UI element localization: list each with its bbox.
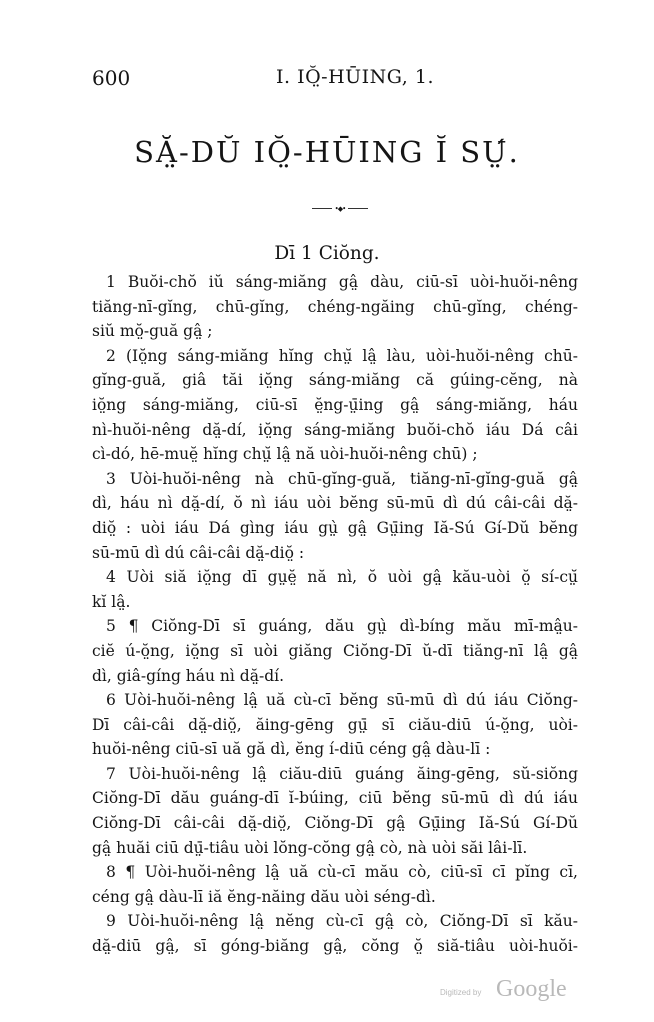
verse-line: gâ̤ huăi ciū dṳ̄-tiâu uòi lŏng-cŏng gâ̤ cò, nà uòi săi lâi-lī.: [92, 838, 528, 857]
ornament-rule-left: [312, 208, 332, 209]
verse-3: [92, 467, 578, 565]
verse-line: dă̤-diū gâ̤, sī góng-biăng gâ̤, cŏng ŏ̤ siă-tiâu uòi-huŏi-: [92, 937, 578, 956]
verse-line: 5 ¶ Ciŏng-Dī sī guáng, dău gṳ̀ dì-bíng mău mī-mâ̤u-: [106, 617, 578, 636]
verse-line: Dī câi-câi dă̤-diŏ̤, ăing-gēng gṳ̄ sī ciău-diū ú-ŏ̤ng, uòi-: [92, 715, 578, 734]
verse-line: tiăng-nī-gĭng, chū-gĭng, chéng-ngăing chū-gĭng, chéng-: [92, 297, 578, 316]
verse-line: céng gâ̤ dàu-lī iă ĕng-năing dău uòi séng-dì.: [92, 887, 436, 906]
verse-line: gĭng-guă, giâ tăi iŏ̤ng sáng-miăng că gúing-cĕng, nà: [92, 371, 578, 390]
ornament-dots-icon: •◆•: [334, 205, 346, 213]
verse-line: iŏ̤ng sáng-miăng, ciū-sī ĕ̤ng-ṳ̄ing gâ̤ sáng-miăng, háu: [92, 395, 578, 414]
running-title: I. IŎ̤-HŪING, 1.: [276, 66, 435, 88]
verse-line: cì-dó, hē-muĕ̤ hĭng chṳ̆ lâ̤ nă uòi-huŏi-nêng chū) ;: [92, 445, 478, 464]
verse-line: nì-huŏi-nêng dă̤-dí, iŏ̤ng sáng-miăng buŏi-chŏ iáu Dá câi: [92, 420, 578, 439]
verse-line: dì, giâ-gíng háu nì dă̤-dí.: [92, 666, 285, 685]
verse-line: 8 ¶ Uòi-huŏi-nêng lâ̤ uă cù-cī mău cò, ciū-sī cī pĭng cī,: [106, 863, 578, 882]
chapter-title: SĂ̤-DŬ IŎ̤-HŪING Ĭ SṲ́.: [134, 135, 520, 169]
verse-line: 6 Uòi-huŏi-nêng lâ̤ uă cù-cī bĕng sū-mū dì dú iáu Ciŏng-: [106, 691, 578, 710]
verse-7: [92, 762, 578, 860]
verse-line: Ciŏng-Dī dău guáng-dī ĭ-búing, ciū bĕng sū-mū dì dú iáu: [92, 789, 578, 808]
verse-line: huŏi-nêng ciū-sī uă gă dì, ĕng í-diū céng gâ̤ dàu-lī :: [92, 740, 491, 759]
verse-line: ciĕ ú-ŏ̤ng, iŏ̤ng sī uòi giăng Ciŏng-Dī ŭ-dī tiăng-nī lâ̤ gâ̤: [92, 641, 578, 660]
verse-1: [92, 270, 578, 344]
digitized-watermark: [440, 976, 580, 1006]
verse-line: 7 Uòi-huŏi-nêng lâ̤ ciău-diū guáng ăing-gēng, sŭ-siŏng: [106, 764, 578, 783]
verse-line: dì, háu nì dă̤-dí, ŏ nì iáu uòi bĕng sū-mū dì dú câi-câi dă̤-: [92, 494, 578, 513]
verse-line: 1 Buŏi-chŏ iŭ sáng-miăng gâ̤ dàu, ciū-sī uòi-huŏi-nêng: [106, 273, 578, 291]
verse-line: 2 (Iŏ̤ng sáng-miăng hĭng chṳ̆ lâ̤ làu, uòi-huŏi-nêng chū-: [106, 346, 578, 365]
verse-line: Ciŏng-Dī câi-câi dă̤-diŏ̤, Ciŏng-Dī gâ̤ Gṳ̄ing Iă-Sú Gí-Dŭ: [92, 814, 578, 833]
ornament-divider: [312, 206, 368, 212]
verse-line: diŏ̤ : uòi iáu Dá gìng iáu gṳ̀ gâ̤ Gṳ̄ing Iă-Sú Gí-Dŭ bĕng: [92, 518, 578, 537]
verse-line: siŭ mŏ̤-guă gâ̤ ;: [92, 322, 213, 341]
watermark-brand: Google: [496, 976, 567, 1002]
verse-line: 9 Uòi-huŏi-nêng lâ̤ nĕng cù-cī gâ̤ cò, Ciŏng-Dī sī kău-: [106, 912, 578, 931]
text-body: [92, 270, 578, 959]
verse-5: [92, 614, 578, 688]
verse-9: [92, 909, 578, 958]
verse-line: 4 Uòi siă iŏ̤ng dī gṳĕ̤ nă nì, ŏ uòi gâ̤ kău-uòi ŏ̤ sí-cṳ̆: [106, 568, 578, 587]
verse-6: [92, 688, 578, 762]
page-number: 600: [92, 66, 131, 90]
verse-8: [92, 860, 578, 909]
verse-line: 3 Uòi-huŏi-nêng nà chū-gĭng-guă, tiăng-nī-gĭng-guă gâ̤: [106, 469, 578, 488]
running-head: [92, 66, 578, 94]
verse-2: [92, 344, 578, 467]
verse-line: sū-mū dì dú câi-câi dă̤-diŏ̤ :: [92, 543, 305, 562]
ornament-rule-right: [348, 208, 368, 209]
section-heading: Dī 1 Ciŏng.: [274, 243, 380, 264]
watermark-prefix: Digitized by: [440, 988, 482, 997]
verse-line: kĭ lâ̤.: [92, 592, 131, 611]
verse-4: [92, 565, 578, 614]
